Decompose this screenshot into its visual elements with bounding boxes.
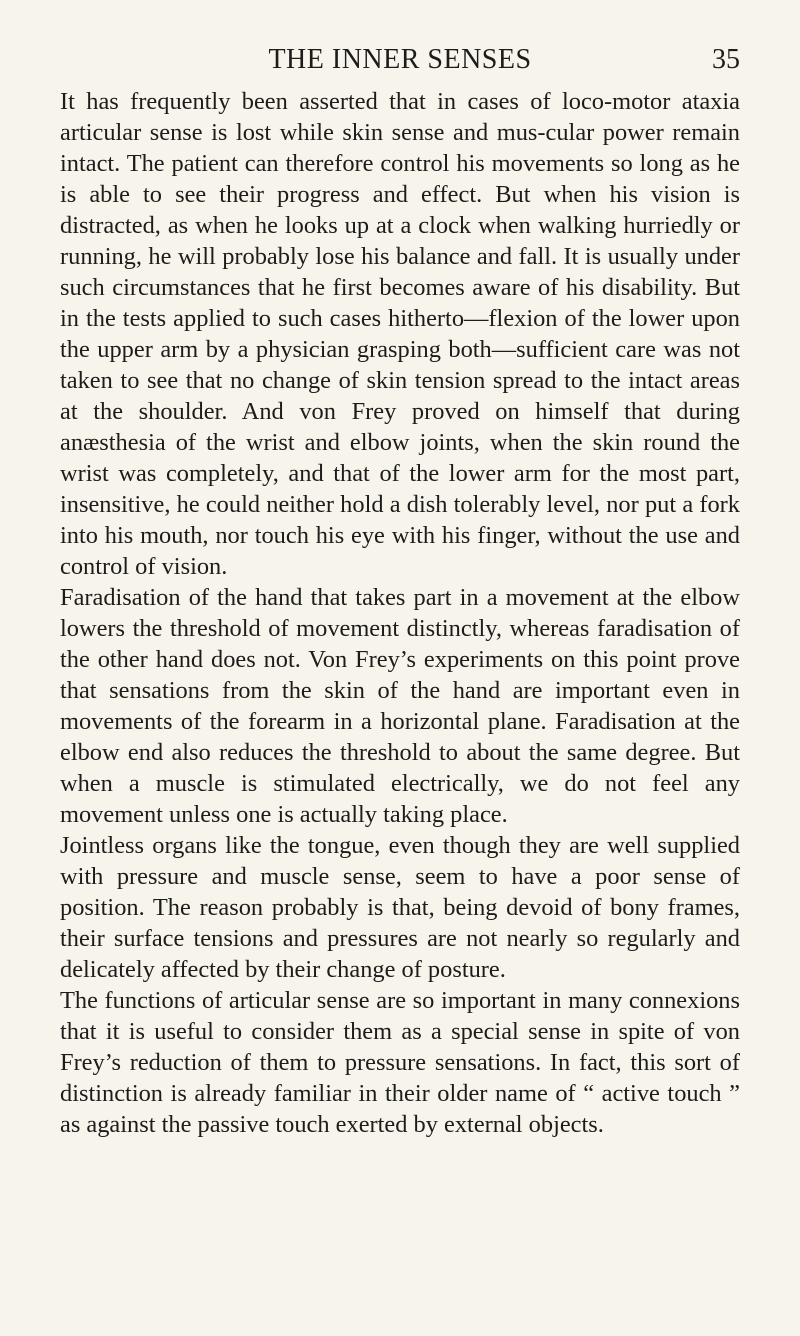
paragraph-2: Faradisation of the hand that takes part in a movement at the elbow lowers the threshold of movement distinctly, whereas faradisation of the other hand does not. Von Frey’s experiments on this point prove that sensations from the skin of the hand are important even in movements of the forearm in a horizontal plane. Faradisation at the elbow end also reduces the threshold to about the same degree. But when a muscle is stimulated electrically, we do not feel any movement unless one is actually taking place. bbox=[60, 584, 740, 828]
paragraph-1: It has frequently been asserted that in cases of loco-motor ataxia articular sense is lost while skin sense and mus-cular power remain intact. The patient can therefore control his movements so long as he is able to see their progress and effect. But when his vision is distracted, as when he looks up at a clock when walking hurriedly or running, he will probably lose his balance and fall. It is usually under such circumstances that he first becomes aware of his disability. But in the tests applied to such cases hitherto—flexion of the lower upon the upper arm by a physician grasping both—sufficient care was not taken to see that no change of skin tension spread to the intact areas at the shoulder. And von Frey proved on himself that during anæsthesia of the wrist and elbow joints, when the skin round the wrist was completely, and that of the lower arm for the most part, insensitive, he could neither hold a dish tolerably level, nor put a fork into his mouth, nor touch his eye with his finger, without the use and control of vision. bbox=[60, 88, 740, 580]
running-head bbox=[60, 44, 740, 78]
running-title: THE INNER SENSES bbox=[268, 44, 532, 75]
page-number: 35 bbox=[712, 44, 740, 75]
paragraph-4: The functions of articular sense are so important in many connexions that it is useful to consider them as a special sense in spite of von Frey’s reduction of them to pressure sensations. In fact, this sort of distinction is already familiar in their older name of “ active touch ” as against the passive touch exerted by external objects. bbox=[60, 987, 740, 1138]
paragraph-3: Jointless organs like the tongue, even though they are well supplied with pressure and muscle sense, seem to have a poor sense of position. The reason probably is that, being devoid of bony frames, their surface tensions and pressures are not nearly so regularly and delicately affected by their change of posture. bbox=[60, 832, 740, 983]
body-text bbox=[60, 86, 740, 1140]
